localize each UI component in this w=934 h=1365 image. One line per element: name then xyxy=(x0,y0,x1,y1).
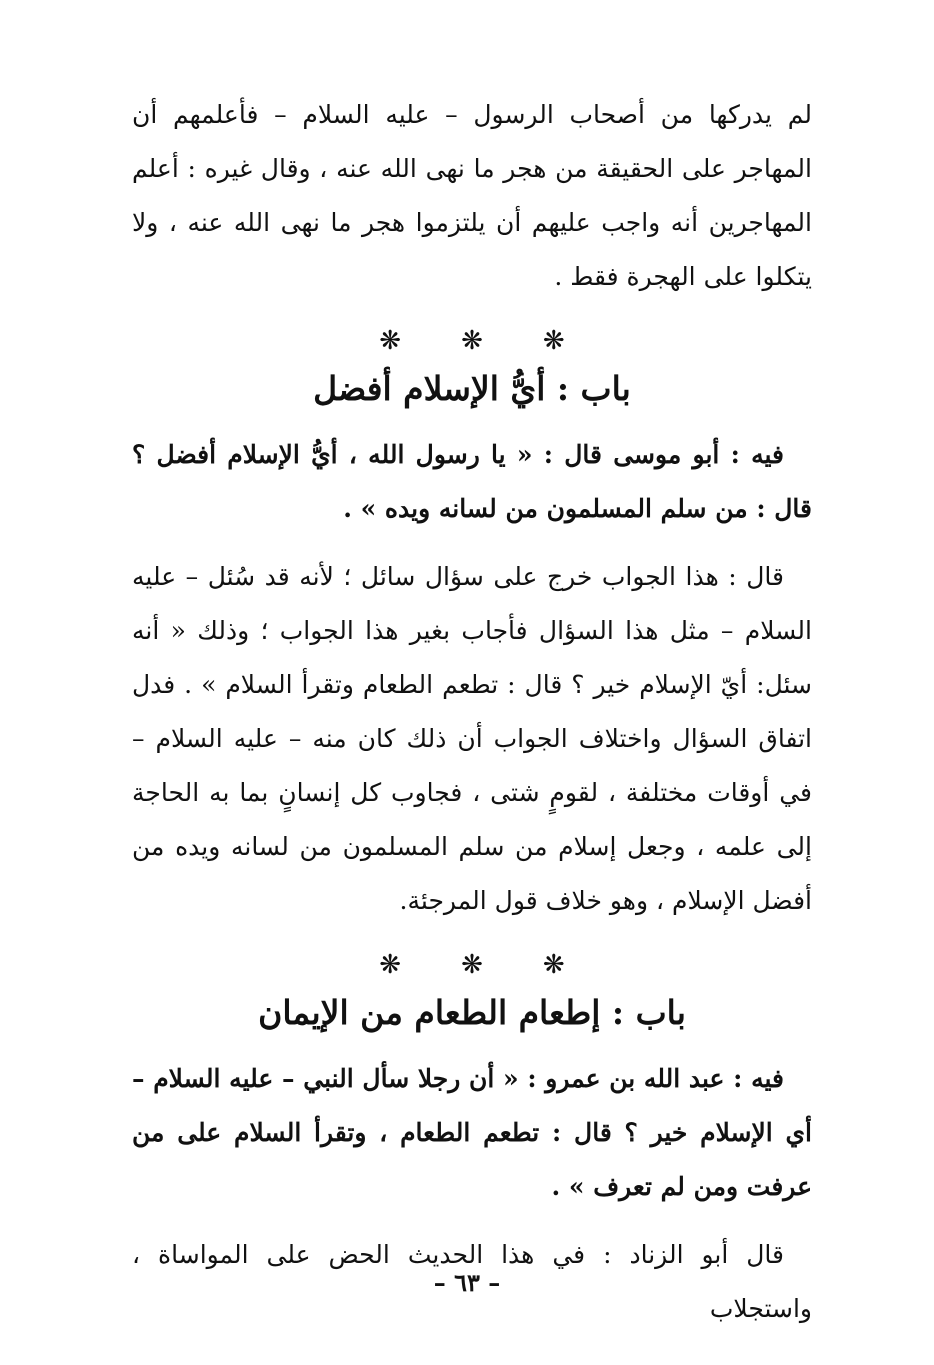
intro-paragraph: لم يدركها من أصحاب الرسول – عليه السلام – فأعلمهم أن المهاجر على الحقيقة من هجر ما نهى الله عنه ، وقال غيره : أعلم المهاجرين أنه واجب عليهم أن يلتزموا هجر ما نهى الله عنه ، ولا يتكلوا على الهجرة فقط . xyxy=(132,100,812,291)
section-heading: باب : إطعام الطعام من الإيمان xyxy=(258,993,686,1032)
section-divider xyxy=(132,326,812,356)
hadith-text: فيه : عبد الله بن عمرو : « أن رجلا سأل النبي – عليه السلام – أي الإسلام خير ؟ قال : تطعم الطعام ، وتقرأ السلام على من عرفت ومن لم تعرف » . xyxy=(132,1064,812,1201)
page-number: – ٦٣ – xyxy=(433,1268,501,1297)
section-heading: باب : أيُّ الإسلام أفضل xyxy=(313,369,631,408)
asterism-icon: ❋ xyxy=(379,950,402,980)
commentary-text: قال أبو الزناد : في هذا الحديث الحض على المواساة ، واستجلاب xyxy=(132,1240,812,1323)
hadith-text: فيه : أبو موسى قال : « يا رسول الله ، أيُّ الإسلام أفضل ؟ قال : من سلم المسلمون من لسانه ويده » . xyxy=(132,440,812,523)
asterism-icon: ❋ xyxy=(542,326,565,356)
asterism-icon: ❋ xyxy=(379,326,402,356)
asterism-icon: ❋ xyxy=(461,950,483,980)
commentary-text: قال : هذا الجواب خرج على سؤال سائل ؛ لأنه قد سُئل – عليه السلام – مثل هذا السؤال فأجاب بغير هذا الجواب ؛ وذلك « أنه سئل: أيّ الإسلام خير ؟ قال : تطعم الطعام وتقرأ السلام » . فدل اتفاق السؤال واختلاف الجواب أن ذلك كان منه – عليه السلام – في أوقات مختلفة ، لقومٍ شتى ، فجاوب كل إنسانٍ بما به الحاجة إلى علمه ، وجعل إسلام من سلم المسلمون من لسانه ويده من أفضل الإسلام ، وهو خلاف قول المرجئة. xyxy=(132,562,812,915)
asterism-icon: ❋ xyxy=(542,950,565,980)
asterism-icon: ❋ xyxy=(461,326,483,356)
section-divider xyxy=(132,950,812,980)
